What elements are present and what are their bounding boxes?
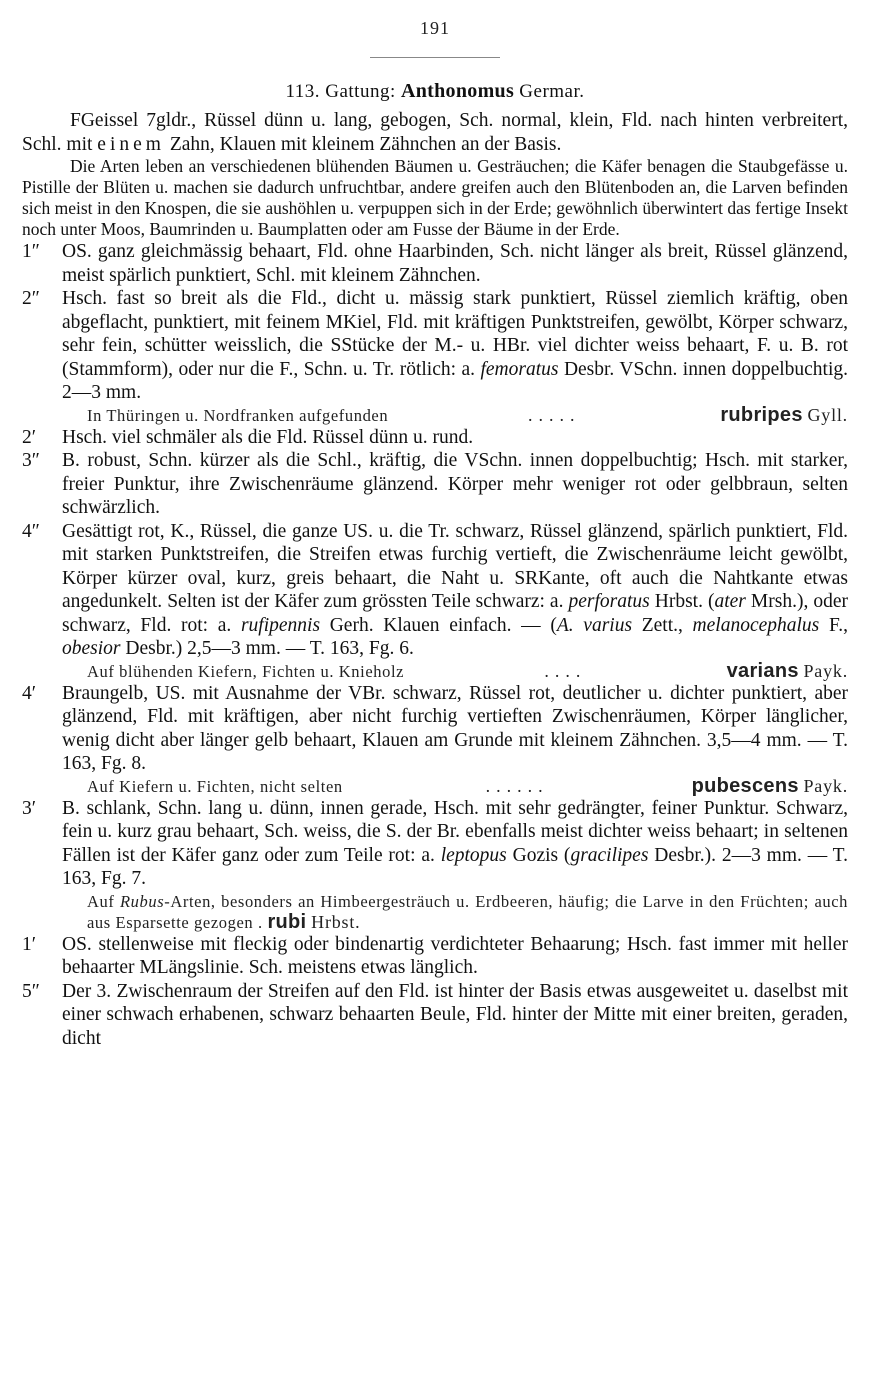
genus-prefix: 113. Gattung:	[285, 81, 396, 102]
couplet-text: Hsch. viel schmäler als die Fld. Rüssel dünn u. rund.	[62, 426, 474, 448]
habitat-note: Auf Kiefern u. Fichten, nicht selten	[87, 776, 343, 796]
header-rule	[370, 57, 500, 58]
couplet-text: Gesättigt rot, K., Rüssel, die ganze US. u. die Tr. schwarz, Rüssel glänzend, spärlich punktiert, Fld. mit starken Punktstreifen, die Streifen etwas furchig vertieft, die Zwischenräume leicht gewölbt, Körper kürzer oval, kurz, greis behaart, die Naht u. SRKante, oft auch die Nahtkante etwas angedunkelt. Selten ist der Käfer zum grössten Teile schwarz: a.	[62, 520, 848, 612]
genus-description-text-a: FGeissel 7gldr., Rüssel dünn u. lang, gebogen, Sch. normal, klein, Fld. nach hinten verbreitert, Schl. mit	[22, 110, 848, 155]
couplet-number: 1′	[22, 933, 37, 955]
couplet-text: Braungelb, US. mit Ausnahme der VBr. schwarz, Rüssel rot, deutlicher u. dichter punktiert, aber glänzend, Fld. mit kräftigen, aber nicht furchig vertieften Zwischenräumen, Körper länglicher, wenig dicht aber länger gelb behaart, Klauen am Grunde mit kleinem Zähnchen. 3,5—4 mm. — T. 163, Fg. 8.	[62, 682, 848, 774]
genus-heading	[22, 80, 848, 103]
key-couplet-5a	[22, 980, 848, 1051]
synonym-name: ater	[714, 591, 746, 612]
leader-dots: ....	[544, 660, 587, 681]
species-name: pubescens	[691, 774, 799, 797]
synonym-name: gracilipes	[570, 844, 649, 866]
species-author: Hrbst.	[311, 911, 361, 932]
couplet-number: 3′	[22, 797, 37, 819]
couplet-text: Der 3. Zwischenraum der Streifen auf den Fld. ist hinter der Basis etwas ausgeweitet u. daselbst mit einer schwach erhabenen, schwarz behaarten Beule, Fld. hinter der Mitte mit einer breiten, geraden, dicht	[62, 980, 848, 1049]
document-page	[22, 18, 848, 1050]
synonym-name: melanocephalus	[692, 614, 820, 636]
species-name: rubripes	[720, 403, 803, 426]
species-name: rubi	[267, 910, 307, 933]
couplet-text: OS. ganz gleichmässig behaart, Fld. ohne Haarbinden, Sch. nicht länger als breit, Rüssel glänzend, meist spärlich punktiert, Schl. mit kleinem Zähnchen.	[62, 241, 848, 286]
habitat-note: Auf blühenden Kiefern, Fichten u. Knieholz	[87, 661, 405, 681]
habitat-note: In Thüringen u. Nordfranken aufgefunden	[87, 405, 389, 425]
couplet-text: Desbr.) 2,5—3 mm. — T. 163, Fg. 6.	[125, 638, 414, 659]
biology-paragraph: Die Arten leben an verschiedenen blühenden Bäumen u. Gesträuchen; die Käfer benagen die Staubgefässe u. Pistille der Blüten u. machen sie dadurch unfruchtbar, andere greifen auch den Blütenboden an, die Larven befinden sich meist in den Knospen, die sie aushöhlen u. verpuppen sich in der Erde; gewöhnlich überwintert das fertige Insekt noch unter Moos, Baumrinden u. Baumplatten oder am Fusse der Bäume in der Erde.	[22, 156, 848, 239]
leader-dots: .....	[528, 404, 581, 425]
couplet-number: 2″	[22, 288, 40, 309]
aberration-name: leptopus	[440, 844, 507, 866]
species-line-rubi	[22, 891, 848, 933]
couplet-text: B. robust, Schn. kürzer als die Schl., kräftig, die VSchn. innen doppelbuchtig; Hsch. mit starker, freier Punktur, ihre Zwischenräume glänzend. Körper mehr weniger rot oder gelbbraun, selten schwärzlich.	[62, 450, 848, 518]
couplet-number: 3″	[22, 450, 40, 471]
species-author: Payk.	[803, 775, 848, 796]
habitat-note: -Arten, besonders an Himbeergesträuch u. Erdbeeren, häufig; die Larve in den Früchten; auch aus Esparsette gezogen	[87, 891, 848, 932]
couplet-text: F.,	[828, 614, 848, 636]
couplet-text: Desbr. VSchn. innen doppelbuchtig. 2—3 mm.	[62, 358, 849, 403]
key-couplet-3b	[22, 797, 848, 891]
key-couplet-1a	[22, 240, 848, 287]
key-couplet-4b	[22, 682, 848, 776]
couplet-text: Zett.,	[641, 614, 683, 636]
couplet-number: 2′	[22, 426, 37, 448]
couplet-number: 5″	[22, 980, 40, 1002]
habitat-note: Auf	[87, 891, 115, 911]
genus-description-spaced-word: einem	[97, 133, 165, 155]
genus-description	[22, 109, 848, 156]
couplet-text: Desbr.). 2—3 mm. — T. 163, Fg. 7.	[62, 844, 849, 889]
key-couplet-1b	[22, 933, 848, 980]
key-couplet-4a	[22, 520, 848, 661]
habitat-plant-name: Rubus	[120, 891, 165, 911]
couplet-text: Gerh. Klauen einfach. — (	[329, 614, 557, 636]
species-name: varians	[726, 659, 799, 682]
couplet-number: 1″	[22, 241, 40, 262]
aberration-name: femoratus	[480, 358, 559, 380]
couplet-text: Mrsh.), oder schwarz, Fld. rot: a.	[62, 591, 848, 636]
aberration-name: perforatus	[568, 591, 650, 612]
genus-description-text-b: Zahn, Klauen mit kleinem Zähnchen an der Basis.	[169, 133, 562, 155]
species-line-varians	[22, 661, 848, 682]
couplet-text: Gozis (	[512, 844, 571, 866]
species-line-rubripes	[22, 405, 848, 426]
couplet-text: Hrbst. (	[654, 591, 715, 612]
couplet-text: OS. stellenweise mit fleckig oder bindenartig verdichteter Behaarung; Hsch. fast immer mit heller behaarter MLängslinie. Sch. meistens etwas länglich.	[62, 933, 848, 978]
species-author: Gyll.	[807, 404, 848, 425]
key-couplet-3a	[22, 449, 848, 520]
species-line-pubescens	[22, 776, 848, 797]
leader-dots: ......	[485, 775, 549, 796]
species-author: Payk.	[803, 660, 848, 681]
genus-name: Anthonomus	[401, 80, 515, 102]
synonym-name: obesior	[62, 638, 121, 659]
synonym-name: A. varius	[556, 614, 633, 636]
aberration-name: rufipennis	[240, 614, 321, 636]
genus-author: Germar.	[519, 81, 585, 102]
couplet-text: B. schlank, Schn. lang u. dünn, innen gerade, Hsch. mit sehr gedrängter, feiner Punktur. Schwarz, fein u. kurz grau behaart, Sch. weiss, die S. der Br. ebenfalls meist dichter weiss behaart; in seltenen Fällen ist der Käfer ganz oder zum Teile rot: a.	[62, 797, 848, 866]
page-number: 191	[420, 18, 450, 38]
couplet-number: 4′	[22, 682, 37, 704]
key-couplet-2b	[22, 426, 848, 450]
couplet-number: 4″	[22, 520, 40, 542]
couplet-text: Hsch. fast so breit als die Fld., dicht u. mässig stark punktiert, Rüssel ziemlich kräftig, oben abgeflacht, punktiert, mit feinem MKiel, Fld. mit kräftigen Punktstreifen, gewölbt, Körper schwarz, sehr fein, schütter weisslich, die SStücke der M.- u. HBr. viel dichter weiss behaart, F. u. B. rot (Stammform), oder nur die F., Schn. u. Tr. rötlich: a.	[62, 288, 848, 380]
leader-dots: .	[257, 912, 263, 932]
key-couplet-2a	[22, 287, 848, 405]
